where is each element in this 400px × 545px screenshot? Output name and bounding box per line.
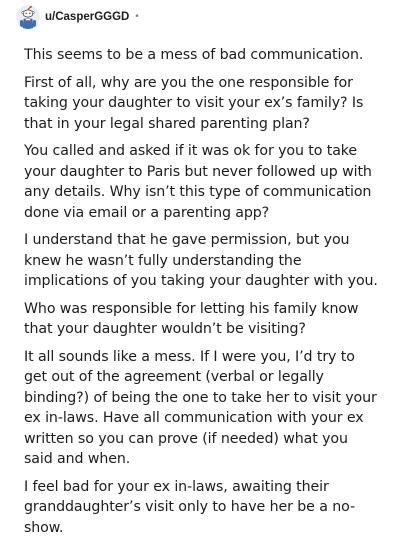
comment-paragraph: Who was responsible for letting his family know that your daughter wouldn’t be visiting? [24,300,359,337]
user-avatar[interactable] [16,5,40,29]
snoo-avatar-icon [16,5,40,29]
header-separator: • [134,11,140,22]
comment-paragraph: First of all, why are you the one responsible for taking your daughter to visit your ex’s family? Is that in your legal shared parenting plan? [24,74,364,132]
comment-body [24,45,378,545]
comment-paragraph: I understand that he gave permission, but you knew he wasn’t fully understanding the implications of you taking your daughter with you. [24,232,378,289]
comment-paragraph: I feel bad for your ex in-laws, awaiting their granddaughter’s visit only to have her be a no-show. [24,478,355,536]
comment-author[interactable]: u/CasperGGGD [45,11,130,23]
comment-paragraph: This seems to be a mess of bad communication. [24,47,364,63]
comment-header [16,5,140,29]
comment-paragraph: It all sounds like a mess. If I were you, I’d try to get out of the agreement (verbal or legally binding?) of being the one to take her to visit your ex in-laws. Have all communication with your ex written so you can prove (if needed) what you said and when. [24,348,377,467]
comment-paragraph: You called and asked if it was ok for you to take your daughter to Paris but never followed up with any details. Why isn’t this type of communication done via email or a parenting app? [24,143,372,221]
